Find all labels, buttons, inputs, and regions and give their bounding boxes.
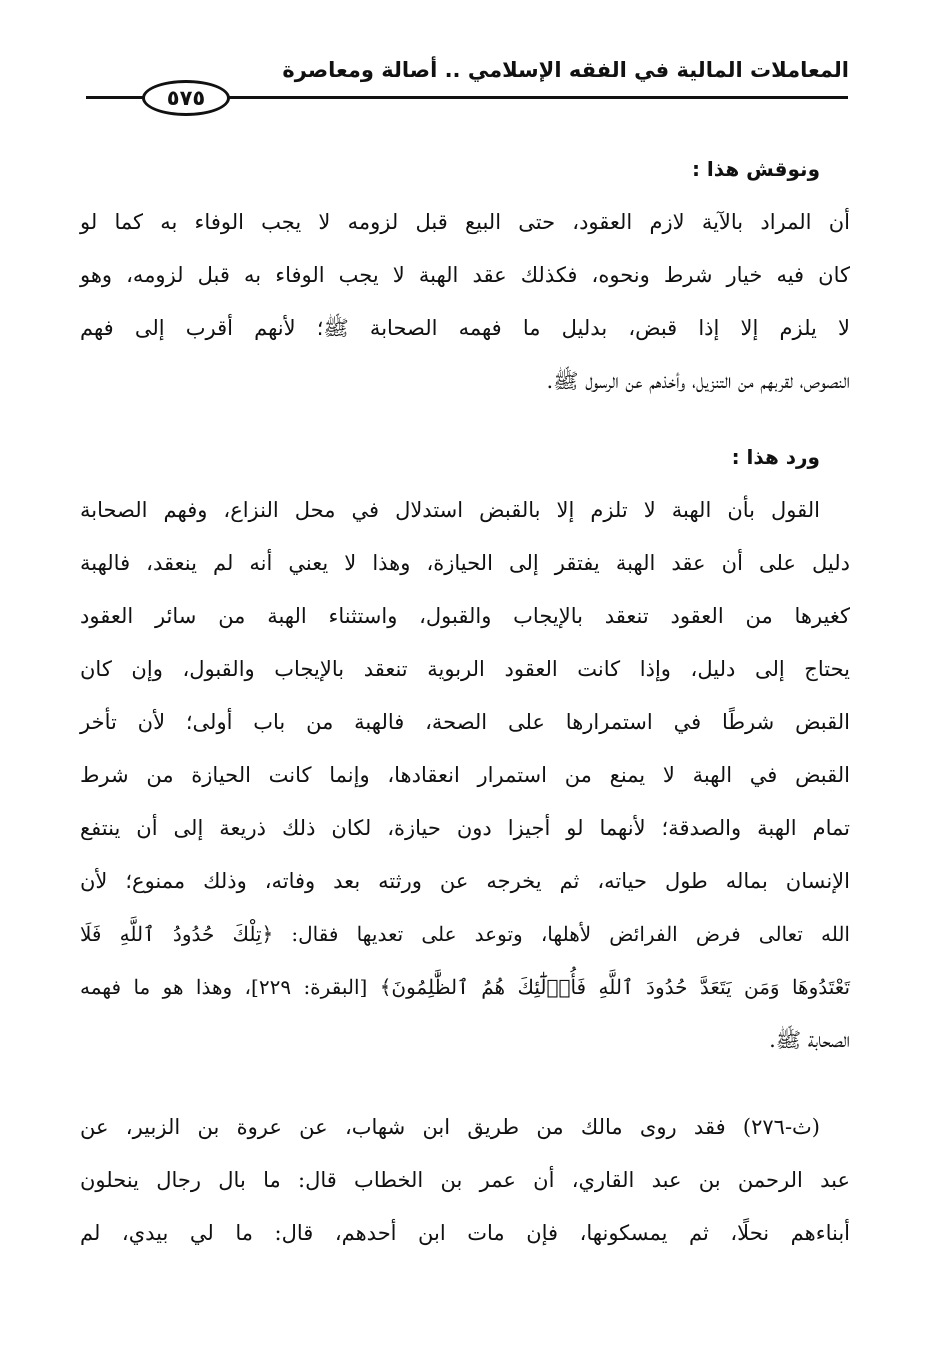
text-line: الإنسان بماله طول حياته، ثم يخرجه عن ورثته بعد وفاته، وذلك ممنوع؛ لأن bbox=[80, 869, 850, 893]
text-line: القبض شرطًا في استمرارها على الصحة، فالهبة من باب أولى؛ لأن تأخر bbox=[80, 710, 850, 734]
text-line: (ث-٢٧٦) فقد روى مالك من طريق ابن شهاب، عن عروة بن الزبير، عن bbox=[80, 1115, 820, 1139]
text-line-quran: تَعْتَدُوهَا وَمَن يَتَعَدَّ حُدُودَ ٱللَّهِ فَأُو۟لَٰٓئِكَ هُمُ ٱلظَّٰلِمُونَ﴾ [البقرة: ٢٢٩]، وهذا هو ما فهمه bbox=[80, 975, 851, 999]
page-number-oval bbox=[142, 80, 230, 116]
running-header-title: المعاملات المالية في الفقه الإسلامي .. أصالة ومعاصرة bbox=[282, 58, 849, 82]
page-number: ٥٧٥ bbox=[166, 85, 206, 110]
text-line: يحتاج إلى دليل، وإذا كانت العقود الربوية تنعقد بالإيجاب والقبول، وإن كان bbox=[80, 657, 850, 681]
text-line: عبد الرحمن بن عبد القاري، أن عمر بن الخطاب قال: ما بال رجال ينحلون bbox=[80, 1168, 850, 1192]
text-line: كغيرها من العقود تنعقد بالإيجاب والقبول، واستثناء الهبة من سائر العقود bbox=[80, 604, 850, 628]
section-heading-rebuttal: ورد هذا : bbox=[731, 445, 820, 469]
text-line: كان فيه خيار شرط ونحوه، فكذلك عقد الهبة لا يجب الوفاء به قبل لزومه، وهو bbox=[80, 263, 850, 287]
rebuttal-section bbox=[80, 431, 850, 1067]
text-line: دليل على أن عقد الهبة يفتقر إلى الحيازة، وهذا لا يعني أنه لم ينعقد، فالهبة bbox=[80, 551, 850, 575]
text-line: النصوص، لقربهم من التنزيل، وأخذهم عن الرسول ﷺ. bbox=[546, 369, 850, 393]
text-line: أبناءهم نحلًا، ثم يمسكونها، فإن مات ابن أحدهم، قال: ما لي بيدي، لم bbox=[80, 1221, 850, 1245]
narration-section bbox=[80, 1101, 850, 1260]
objection-section bbox=[80, 143, 850, 408]
section-heading-objection: ونوقش هذا : bbox=[691, 157, 820, 181]
text-line: القول بأن الهبة لا تلزم إلا بالقبض استدلال في محل النزاع، وفهم الصحابة bbox=[80, 498, 820, 522]
text-line: أن المراد بالآية لازم العقود، حتى البيع قبل لزومه لا يجب الوفاء به كما لو bbox=[80, 210, 850, 234]
text-line: لا يلزم إلا إذا قبض، بدليل ما فهمه الصحابة ﷺ؛ لأنهم أقرب إلى فهم bbox=[80, 316, 850, 340]
text-line-quran: الله تعالى فرض الفرائض لأهلها، وتوعد على تعديها فقال: ﴿تِلْكَ حُدُودُ ٱللَّهِ فَلَا bbox=[80, 922, 850, 946]
text-line: القبض في الهبة لا يمنع من استمرار انعقادها، وإنما كانت الحيازة من شرط bbox=[80, 763, 850, 787]
text-line: الصحابة ﷺ. bbox=[769, 1028, 850, 1052]
text-line: تمام الهبة والصدقة؛ لأنهما لو أجيزا دون حيازة، لكان ذلك ذريعة إلى أن ينتفع bbox=[80, 816, 850, 840]
